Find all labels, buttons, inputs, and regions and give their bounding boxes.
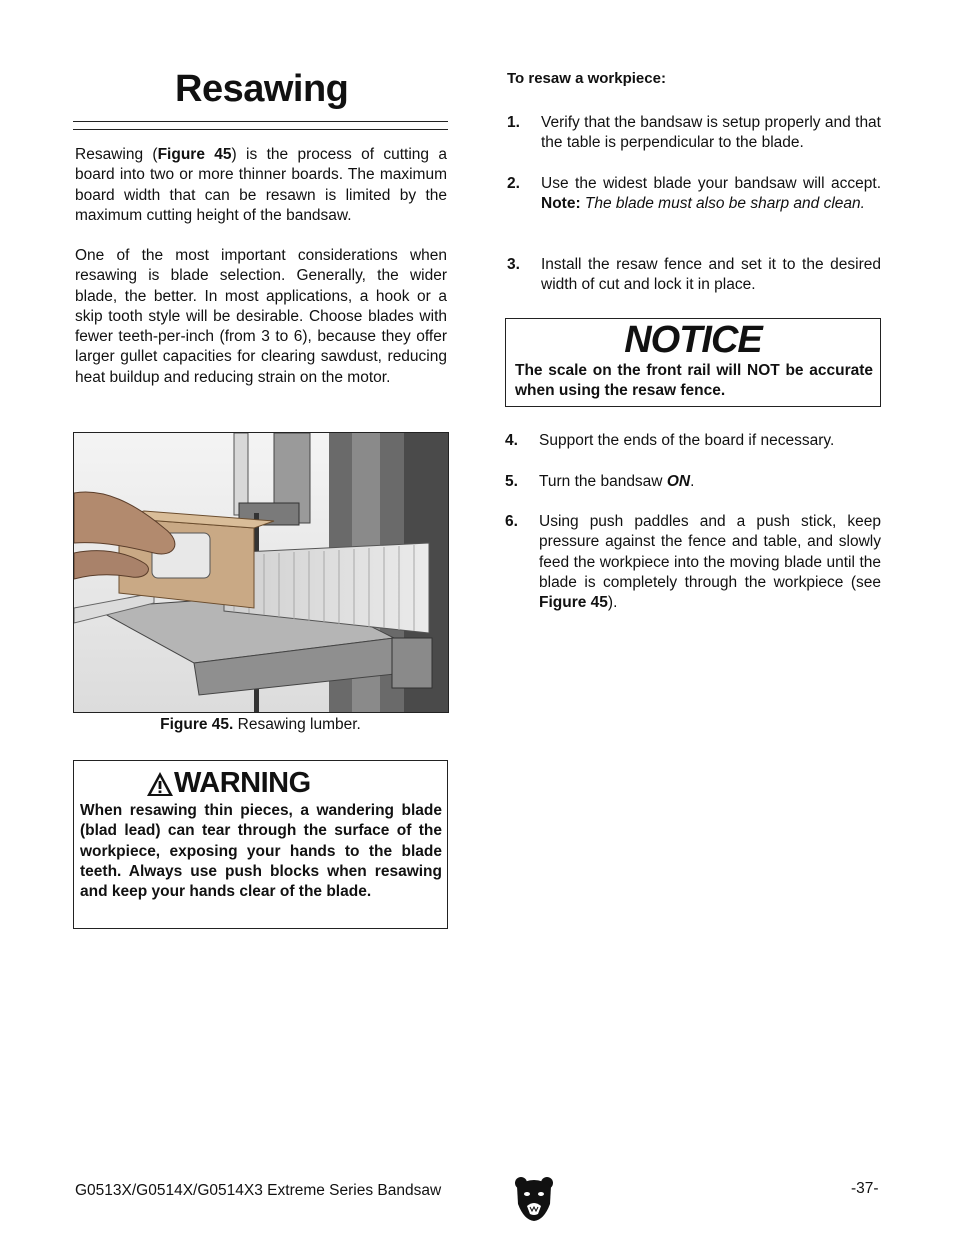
title-rule-top <box>73 121 448 122</box>
procedure-heading: To resaw a workpiece: <box>507 70 666 87</box>
step-number: 3. <box>507 256 520 273</box>
warning-box <box>73 760 448 929</box>
step-3 <box>507 255 881 297</box>
step-6 <box>505 512 881 614</box>
step-text: Install the resaw fence and set it to the desired width of cut and lock it in place. <box>541 256 881 294</box>
warning-heading: WARNING <box>174 767 311 799</box>
step-text: Verify that the bandsaw is setup properly and that the table is perpendicular to the blade. <box>541 114 881 152</box>
warning-text: When resawing thin pieces, a wandering blade (blad lead) can tear through the surface of the workpiece, exposing your hands to the blade teeth. Always use push blocks when resawing and keep your hands clear of the blade. <box>80 802 442 901</box>
figure-caption: Figure 45. Resawing lumber. <box>160 716 361 733</box>
note-label: Note: <box>541 195 581 213</box>
step-number: 6. <box>505 513 518 530</box>
resaw-photo-illustration <box>74 433 448 712</box>
notice-heading: NOTICE <box>624 319 762 361</box>
step-text: Use the widest blade your bandsaw will accept. Note: The blade must also be sharp and clean. <box>541 175 881 213</box>
step-number: 4. <box>505 432 518 449</box>
footer-model: G0513X/G0514X/G0514X3 Extreme Series Bandsaw <box>75 1182 442 1199</box>
page-title: Resawing <box>175 68 349 110</box>
intro-paragraph-2: One of the most important considerations when resawing is blade selection. Generally, the wider blade, the better. In most applications, a hook or a skip tooth style will be desirable. Choose blades with fewer teeth-per-inch (from 3 to 6), because they offer larger gullet capacities for clearing sawdust, reducing heat buildup and reducing strain on the motor. <box>75 247 447 386</box>
page-number: -37- <box>851 1180 879 1197</box>
note-text: The blade must also be sharp and clean. <box>580 195 865 213</box>
step-1 <box>507 113 881 155</box>
step-number: 1. <box>507 114 520 131</box>
warning-triangle-icon <box>146 771 174 797</box>
intro-paragraph-1: Resawing (Figure 45) is the process of cutting a board into two or more thinner boards. The maximum board width that can be resawn is limited by the maximum cutting height of the bandsaw. <box>75 146 447 224</box>
notice-text: The scale on the front rail will NOT be accurate when using the resaw fence. <box>515 362 873 400</box>
grizzly-bear-logo <box>514 1176 554 1222</box>
step-text: Support the ends of the board if necessary. <box>539 432 835 449</box>
step-5 <box>505 472 881 494</box>
step-text: Using push paddles and a push stick, keep pressure against the fence and table, and slowly feed the workpiece into the moving blade until the blade is completely through the workpiece (see Figure 45). <box>539 513 881 612</box>
step-2 <box>507 174 881 236</box>
step-4 <box>505 431 881 453</box>
figure-reference: Figure 45 <box>539 594 608 612</box>
figure-reference: Figure 45 <box>157 146 232 163</box>
step-text: Turn the bandsaw ON. <box>539 473 695 490</box>
notice-box <box>505 318 881 407</box>
emphasis-on: ON <box>666 473 691 490</box>
step-number: 2. <box>507 175 520 192</box>
title-rule-bottom <box>73 129 448 130</box>
step-number: 5. <box>505 473 518 490</box>
figure-45-photo <box>73 432 449 713</box>
